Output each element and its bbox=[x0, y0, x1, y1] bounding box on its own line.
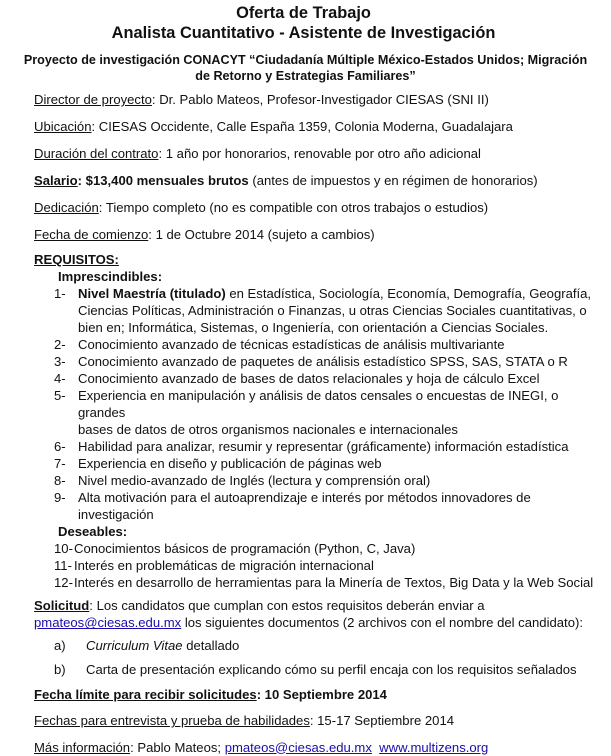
fechas-entrevista-label: Fechas para entrevista y prueba de habilidades bbox=[34, 713, 310, 729]
list-item: b) Carta de presentación explicando cómo su perfil encaja con los requisitos señalados bbox=[54, 662, 577, 678]
salario-note: (antes de impuestos y en régimen de honorarios) bbox=[252, 173, 538, 189]
director-row: Director de proyecto: Dr. Pablo Mateos, Profesor-Investigador CIESAS (SNI II) bbox=[34, 92, 489, 107]
ubicacion-value: CIESAS Occidente, Calle España 1359, Colonia Moderna, Guadalajara bbox=[98, 119, 513, 135]
list-item: 2- Conocimiento avanzado de técnicas estadísticas de análisis multivariante bbox=[54, 337, 505, 353]
fecha-limite-value: : 10 Septiembre 2014 bbox=[256, 687, 387, 703]
duracion-value: 1 año por honorarios, renovable por otro año adicional bbox=[165, 146, 481, 162]
solicitud-row: Solicitud: Los candidatos que cumplan con estos requisitos deberán enviar a bbox=[34, 598, 485, 614]
list-item: 3- Conocimiento avanzado de paquetes de análisis estadístico SPSS, SAS, STATA o R bbox=[54, 354, 568, 370]
list-item: 7- Experiencia en diseño y publicación de páginas web bbox=[54, 456, 382, 472]
list-item: 6- Habilidad para analizar, resumir y representar (gráficamente) información estadística bbox=[54, 439, 569, 455]
director-label: Director de proyecto bbox=[34, 92, 152, 107]
documents-list bbox=[34, 637, 603, 678]
requisitos-list bbox=[34, 285, 603, 523]
solicitud-label: Solicitud bbox=[34, 598, 90, 614]
contact-email-link[interactable]: pmateos@ciesas.edu.mx bbox=[224, 739, 372, 755]
fecha-comienzo-row: Fecha de comienzo: 1 de Octubre 2014 (sujeto a cambios) bbox=[34, 227, 375, 243]
list-item: 9- Alta motivación para el autoaprendizaje e interés por métodos innovadores de investigación bbox=[54, 490, 531, 523]
project-title bbox=[8, 52, 603, 84]
list-item: a) Curriculum Vitae detallado bbox=[54, 638, 240, 654]
list-item: 12- Interés en desarrollo de herramientas para la Minería de Textos, Big Data y la Web Social bbox=[54, 575, 594, 591]
deseables-heading: Deseables: bbox=[58, 524, 128, 540]
list-item: 1- Nivel Maestría (titulado) en Estadística, Sociología, Economía, Demografía, Geografía, Ciencias Políticas, Administración o Finanzas, u otras Ciencias Sociales cuantitativas, o bien en; Informática, Sistemas, o Ingeniería, con orientación a Ciencias Sociales. bbox=[54, 286, 592, 336]
list-item: 8- Nivel medio-avanzado de Inglés (lectura y comprensión oral) bbox=[54, 473, 431, 489]
salario-label: Salario bbox=[34, 173, 78, 189]
imprescindibles-heading: Imprescindibles: bbox=[58, 269, 163, 285]
fechas-entrevista-row bbox=[34, 712, 603, 729]
solicitud-row-2: pmateos@ciesas.edu.mx los siguientes documentos (2 archivos con el nombre del candidato): bbox=[34, 615, 583, 631]
director-value: Dr. Pablo Mateos, Profesor-Investigador CIESAS (SNI II) bbox=[159, 92, 489, 107]
dedicacion-row: Dedicación: Tiempo completo (no es compatible con otros trabajos o estudios) bbox=[34, 200, 489, 216]
salario-row: Salario: $13,400 mensuales brutos (antes de impuestos y en régimen de honorarios) bbox=[34, 173, 538, 189]
list-item: 5- Experiencia en manipulación y análisis de datos censales o encuestas de INEGI, o grandes bases de datos de otros organismos nacionales e internacionales bbox=[54, 388, 559, 438]
fecha-comienzo-label: Fecha de comienzo bbox=[34, 227, 149, 243]
title-line-1: Oferta de Trabajo bbox=[236, 4, 371, 22]
dedicacion-value: Tiempo completo (no es compatible con otros trabajos o estudios) bbox=[105, 200, 489, 216]
mas-info-row: Más información: Pablo Mateos; pmateos@ciesas.edu.mx www.multizens.org bbox=[34, 739, 489, 755]
fechas-entrevista-value: : 15-17 Septiembre 2014 bbox=[309, 713, 455, 729]
salario-value: $13,400 mensuales brutos bbox=[85, 173, 249, 189]
list-item: 10- Conocimientos básicos de programación (Python, C, Java) bbox=[54, 541, 416, 557]
requisitos-heading: REQUISITOS: bbox=[34, 252, 119, 268]
ubicacion-label: Ubicación bbox=[34, 119, 92, 135]
fecha-limite-row bbox=[34, 686, 603, 703]
mas-info-label: Más información bbox=[34, 739, 131, 755]
item-bold-text: Nivel Maestría (titulado) bbox=[78, 286, 226, 302]
email-link[interactable]: pmateos@ciesas.edu.mx bbox=[34, 615, 182, 631]
website-link[interactable]: www.multizens.org bbox=[379, 739, 489, 755]
deseables-list bbox=[34, 540, 603, 591]
project-title-line-1: Proyecto de investigación CONACYT “Ciudadanía Múltiple México-Estados Unidos; Migración bbox=[23, 53, 588, 67]
duracion-label: Duración del contrato bbox=[34, 146, 159, 162]
project-title-line-2: de Retorno y Estrategias Familiares” bbox=[195, 69, 416, 83]
title-line-2: Analista Cuantitativo - Asistente de Investigación bbox=[111, 24, 496, 42]
ubicacion-row: Ubicación: CIESAS Occidente, Calle España 1359, Colonia Moderna, Guadalajara bbox=[34, 119, 513, 135]
fecha-comienzo-value: 1 de Octubre 2014 (sujeto a cambios) bbox=[155, 227, 375, 243]
fecha-limite-label: Fecha límite para recibir solicitudes bbox=[34, 687, 257, 703]
duracion-row: Duración del contrato: 1 año por honorarios, renovable por otro año adicional bbox=[34, 146, 481, 162]
dedicacion-label: Dedicación bbox=[34, 200, 99, 216]
list-item: 4- Conocimiento avanzado de bases de datos relacionales y hoja de cálculo Excel bbox=[54, 371, 540, 387]
list-item: 11- Interés en problemáticas de migración internacional bbox=[54, 558, 374, 574]
